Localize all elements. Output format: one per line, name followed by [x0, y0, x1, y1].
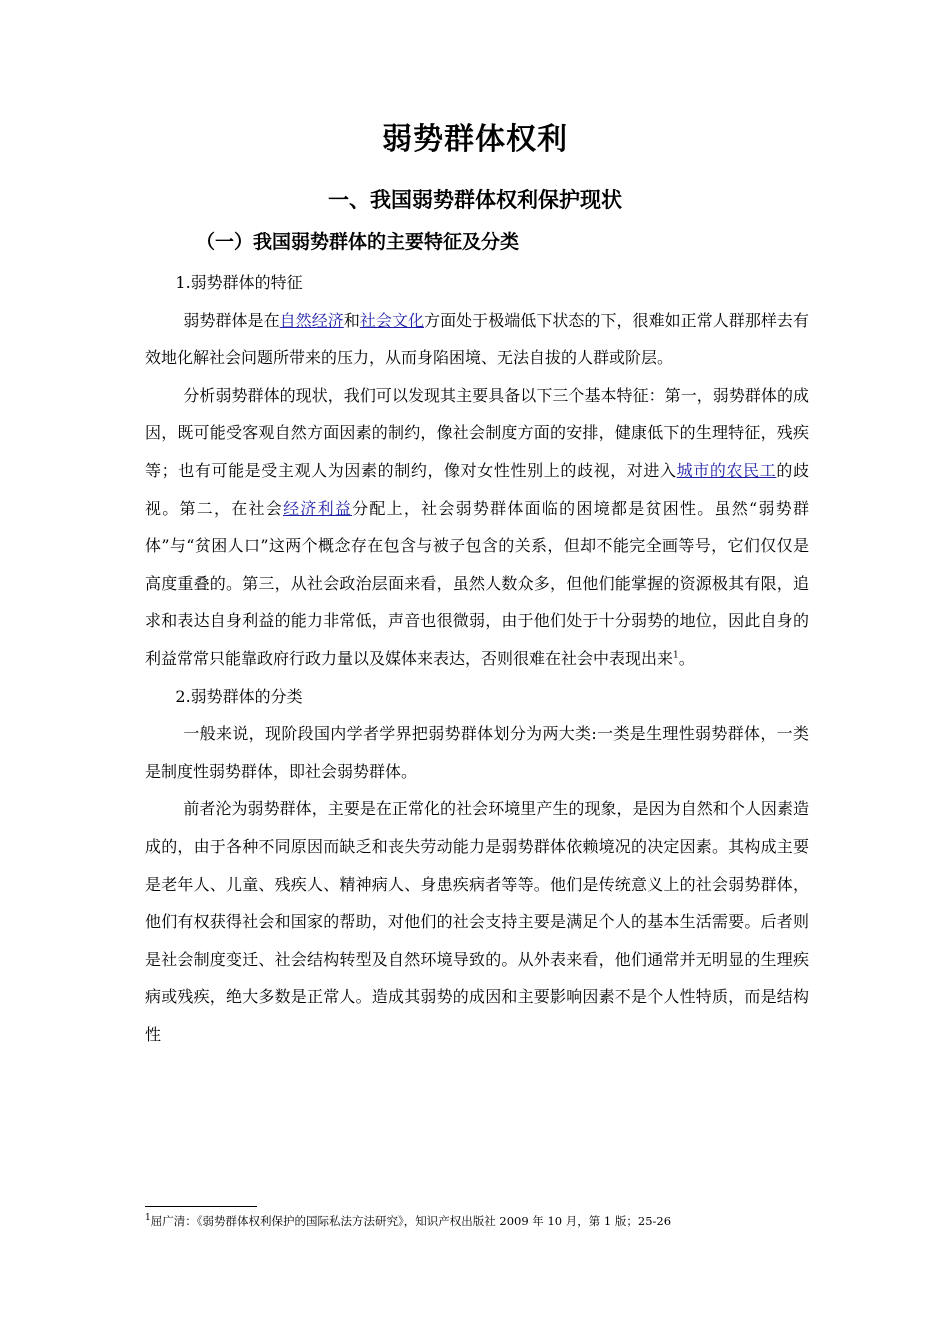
- link-social-culture[interactable]: 社会文化: [359, 310, 425, 330]
- text-span: 弱势群体是在: [183, 310, 280, 330]
- subsection-heading: （一）我国弱势群体的主要特征及分类: [196, 231, 520, 253]
- link-natural-economy[interactable]: 自然经济: [279, 310, 344, 330]
- document-title: 弱势群体权利: [382, 122, 568, 157]
- link-migrant-workers[interactable]: 城市的农民工: [676, 460, 777, 480]
- subheading-classification: 2.弱势群体的分类: [175, 686, 303, 706]
- footnote: [145, 1213, 825, 1229]
- link-economic-interests[interactable]: 经济利益: [283, 498, 353, 518]
- body-text: [145, 264, 809, 1053]
- footnote-separator: [145, 1206, 257, 1207]
- text-span: 和: [343, 310, 360, 330]
- text-span: 分配上，社会弱势群体面临的困境都是贫困性。虽然“弱势群体”与“贫困人口”这两个概念存在包含与被子包含的关系，但却不能完全画等号，它们仅仅是高度重叠的。第三，从社会政治层面来看，虽然人数众多，但他们能掌握的资源极其有限，追求和表达自身利益的能力非常低，声音也很微弱，由于他们处于十分弱势的地位，因此自身的利益常常只能靠政府行政力量以及媒体来表达，否则很难在社会中表现出来: [145, 498, 809, 668]
- paragraph-physiological-institutional: 前者沦为弱势群体，主要是在正常化的社会环境里产生的现象，是因为自然和个人因素造成的，由于各种不同原因而缺乏和丧失劳动能力是弱势群体依赖境况的决定因素。其构成主要是老年人、儿童、残疾人、精神病人、身患疾病者等等。他们是传统意义上的社会弱势群体，他们有权获得社会和国家的帮助，对他们的社会支持主要是满足个人的基本生活需要。后者则是社会制度变迁、社会结构转型及自然环境导致的。从外表来看，他们通常并无明显的生理疾病或残疾，绝大多数是正常人。造成其弱势的成因和主要影响因素不是个人性特质，而是结构性: [145, 799, 809, 1044]
- footnote-reference[interactable]: 1: [673, 650, 679, 661]
- subheading-characteristics: 1.弱势群体的特征: [175, 273, 303, 292]
- text-span: 。: [678, 648, 695, 668]
- footnote-mark: 1: [145, 1213, 151, 1224]
- footnote-text: 屈广清：《弱势群体权利保护的国际私法方法研究》，知识产权出版社 2009 年 10 月，第 1 版；25-26: [150, 1214, 672, 1228]
- text-span: 分析弱势群体的现状，我们可以发现其主要具备以下三个基本特征：第一，弱势群体的成因，既可能受客观自然方面因素的制约，像社会制度方面的安排，健康低下的生理特征，残疾等；也有可能是受主观人为因素的制约，像对女性性别上的歧视，对进入: [145, 385, 809, 480]
- paragraph-features: [145, 377, 809, 678]
- paragraph-two-types: 一般来说，现阶段国内学者学界把弱势群体划分为两大类:一类是生理性弱势群体，一类是制度性弱势群体，即社会弱势群体。: [145, 724, 809, 781]
- text-span: 方面处于极端低下状态的下，很难如正常人群那样去有效地化解社会问题所带来的压力，从而身陷困境、无法自拔的人群或阶层。: [145, 310, 809, 368]
- paragraph-definition: [145, 302, 809, 377]
- section-heading: 一、我国弱势群体权利保护现状: [328, 188, 622, 212]
- text-span: 的歧视。第二，在社会: [145, 460, 809, 518]
